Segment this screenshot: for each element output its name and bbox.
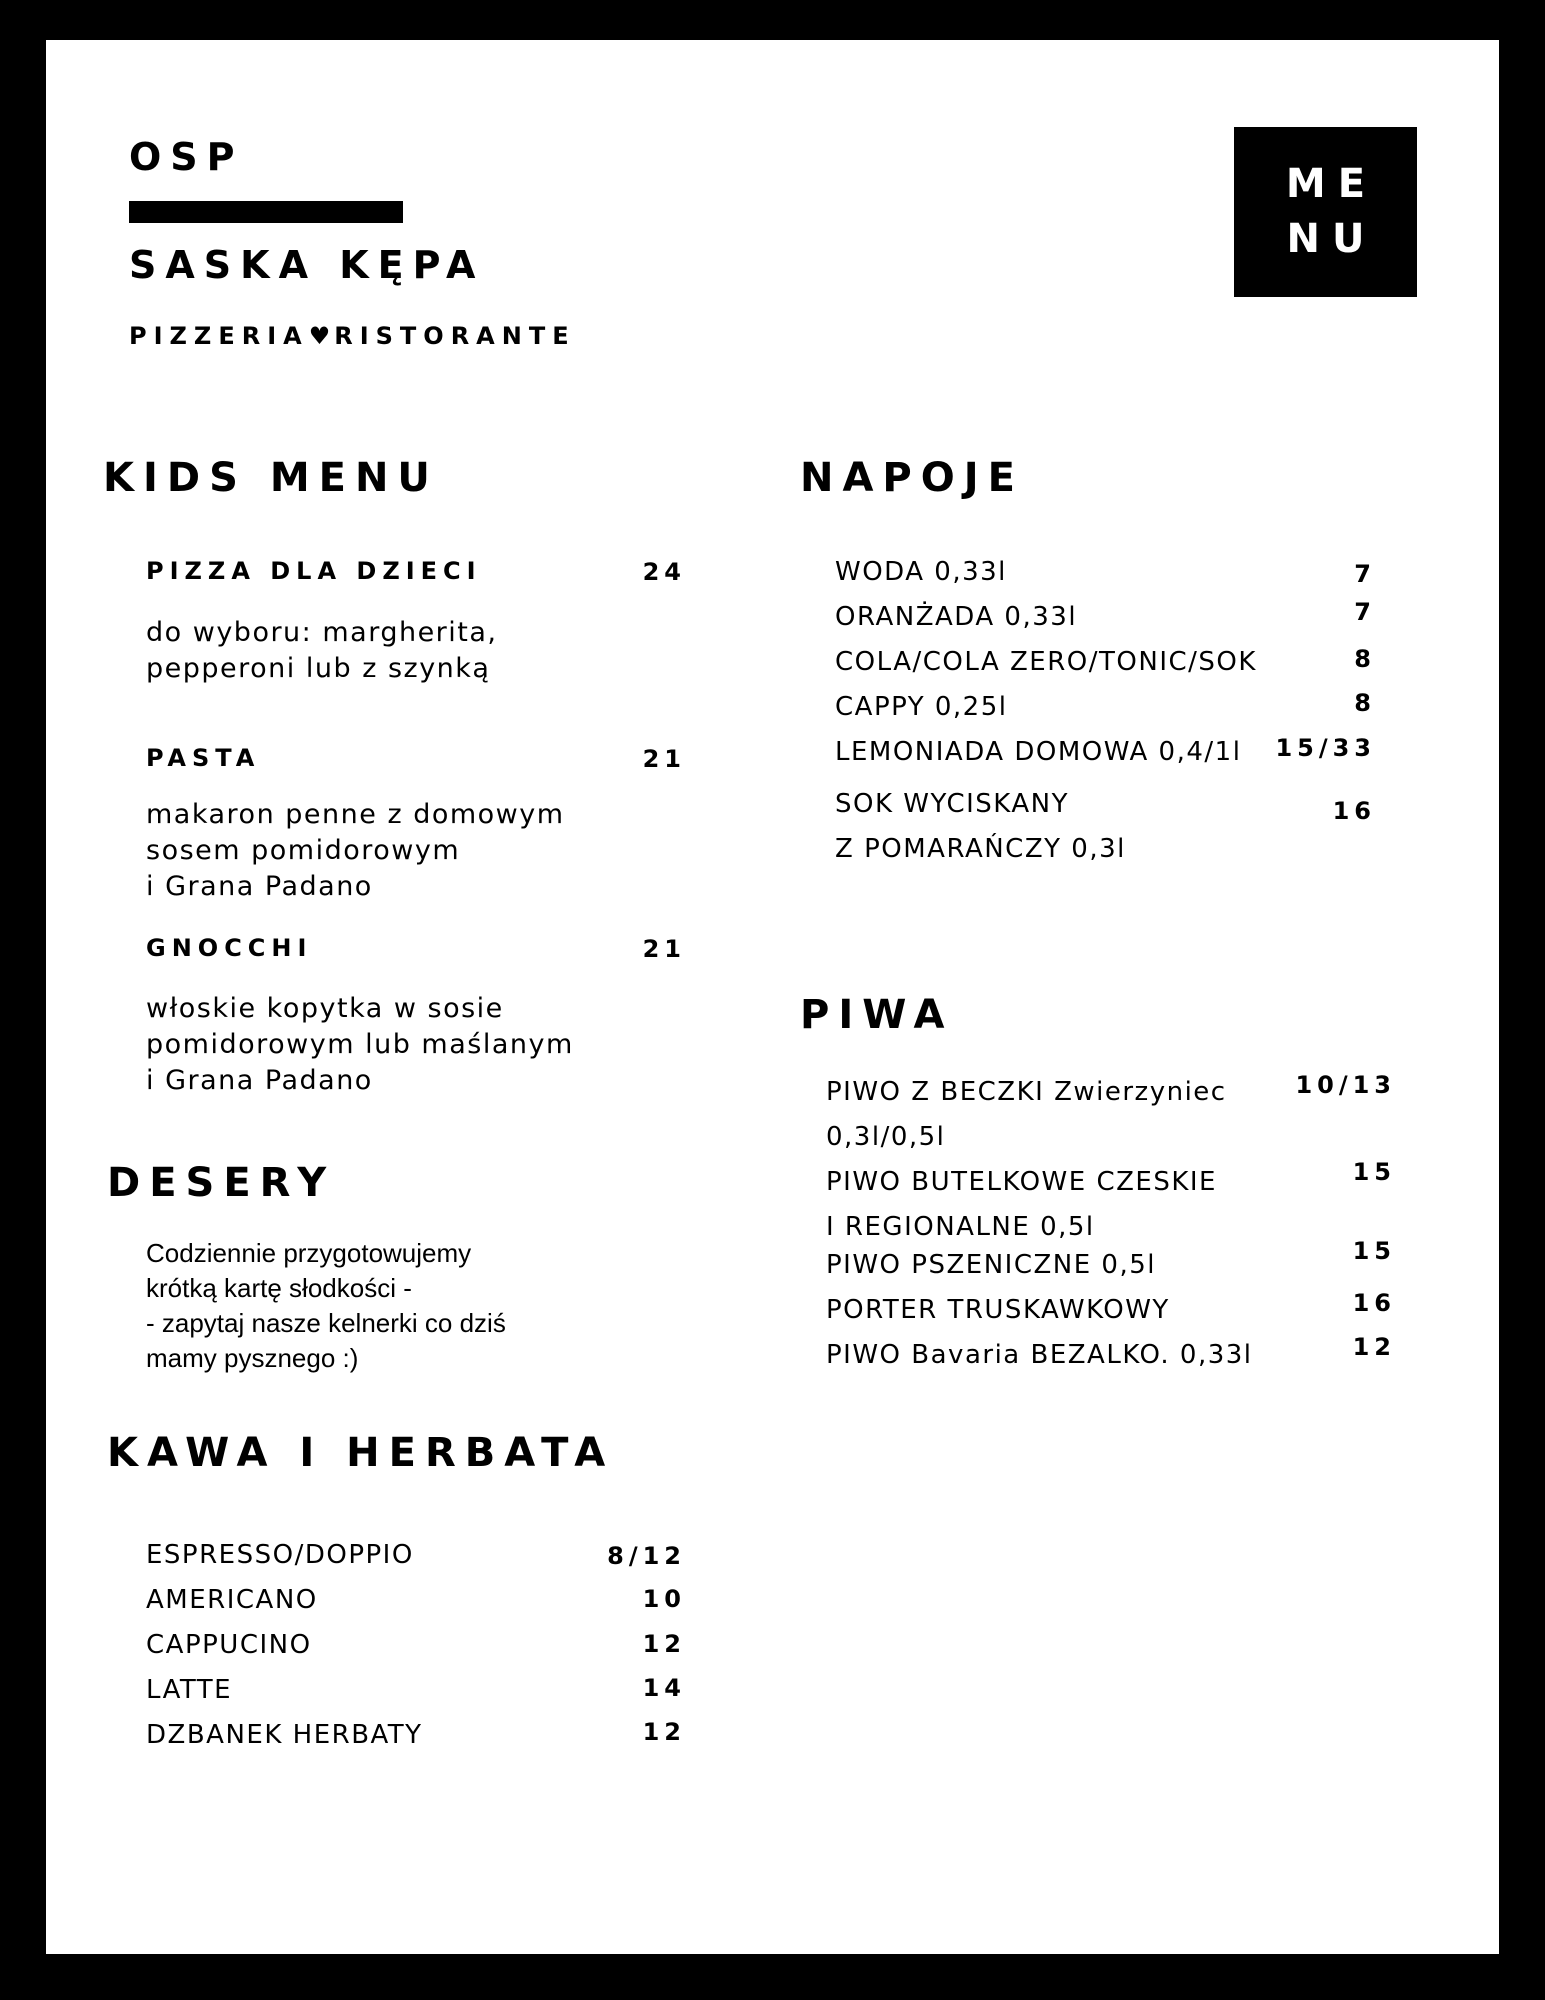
- list-item: ESPRESSO/DOPPIO: [146, 1540, 414, 1570]
- item-name: PASTA: [146, 744, 261, 772]
- item-price: 8: [1354, 689, 1376, 717]
- list-item: PIWO Z BECZKI Zwierzyniec 0,3l/0,5l: [826, 1077, 1227, 1152]
- list-item: AMERICANO: [146, 1585, 318, 1615]
- item-price: 12: [642, 1630, 686, 1658]
- item-price: 7: [1354, 598, 1376, 626]
- menu-page: [46, 40, 1499, 1954]
- section-title-piwa: PIWA: [800, 992, 954, 1038]
- item-price: 8/12: [607, 1542, 686, 1570]
- item-price: 10: [642, 1585, 686, 1613]
- list-item: SOK WYCISKANY Z POMARAŃCZY 0,3l: [835, 789, 1126, 864]
- logo-divider-bar: [129, 201, 403, 223]
- item-name: PIZZA DLA DZIECI: [146, 557, 482, 585]
- list-item: LATTE: [146, 1675, 233, 1705]
- item-description: do wyboru: margherita, pepperoni lub z szynką: [146, 617, 498, 684]
- item-description: makaron penne z domowym sosem pomidorowym i Grana Padano: [146, 799, 565, 902]
- list-item: WODA 0,33l: [835, 557, 1007, 587]
- item-price: 21: [642, 935, 686, 963]
- list-item: CAPPY 0,25l: [835, 692, 1008, 722]
- section-title-kids-menu: KIDS MENU: [103, 455, 439, 501]
- section-title-desery: DESERY: [107, 1160, 336, 1206]
- section-title-napoje: NAPOJE: [800, 455, 1024, 501]
- item-price: 16: [1352, 1289, 1396, 1317]
- list-item: PIWO Bavaria BEZALKO. 0,33l: [826, 1340, 1253, 1370]
- list-item: PIWO BUTELKOWE CZESKIE I REGIONALNE 0,5l: [826, 1167, 1217, 1242]
- item-price: 10/13: [1295, 1071, 1396, 1099]
- heart-icon: ♥: [308, 322, 331, 350]
- list-item: LEMONIADA DOMOWA 0,4/1l: [835, 737, 1242, 767]
- item-price: 8: [1354, 645, 1376, 673]
- logo-title: SASKA KĘPA: [129, 243, 485, 287]
- list-item: CAPPUCINO: [146, 1630, 312, 1660]
- item-price: 7: [1354, 560, 1376, 588]
- list-item: ORANŻADA 0,33l: [835, 602, 1078, 632]
- logo-subtitle: PIZZERIA♥ RISTORANTE: [129, 322, 576, 350]
- item-price: 15: [1352, 1158, 1396, 1186]
- list-item: PIWO PSZENICZNE 0,5l: [826, 1250, 1157, 1280]
- item-price: 24: [642, 558, 686, 586]
- item-price: 12: [1352, 1333, 1396, 1361]
- menu-badge-line-1: ME: [1285, 161, 1378, 207]
- desery-description: Codziennie przygotowujemy krótką kartę słodkości - - zapytaj nasze kelnerki co dziś mamy pysznego :): [146, 1238, 506, 1373]
- menu-badge: [1234, 127, 1417, 297]
- list-item: COLA/COLA ZERO/TONIC/SOK: [835, 647, 1257, 677]
- item-price: 16: [1332, 797, 1376, 825]
- item-price: 12: [642, 1718, 686, 1746]
- list-item: DZBANEK HERBATY: [146, 1720, 423, 1750]
- item-description: włoskie kopytka w sosie pomidorowym lub maślanym i Grana Padano: [146, 993, 574, 1096]
- list-item: PORTER TRUSKAWKOWY: [826, 1295, 1170, 1325]
- item-price: 15/33: [1275, 734, 1376, 762]
- item-name: GNOCCHI: [146, 934, 313, 962]
- item-price: 15: [1352, 1237, 1396, 1265]
- item-price: 14: [642, 1674, 686, 1702]
- menu-badge-line-2: NU: [1286, 216, 1377, 262]
- section-title-kawa-i-herbata: KAWA I HERBATA: [107, 1430, 615, 1476]
- item-price: 21: [642, 745, 686, 773]
- logo-top-text: OSP: [129, 135, 244, 179]
